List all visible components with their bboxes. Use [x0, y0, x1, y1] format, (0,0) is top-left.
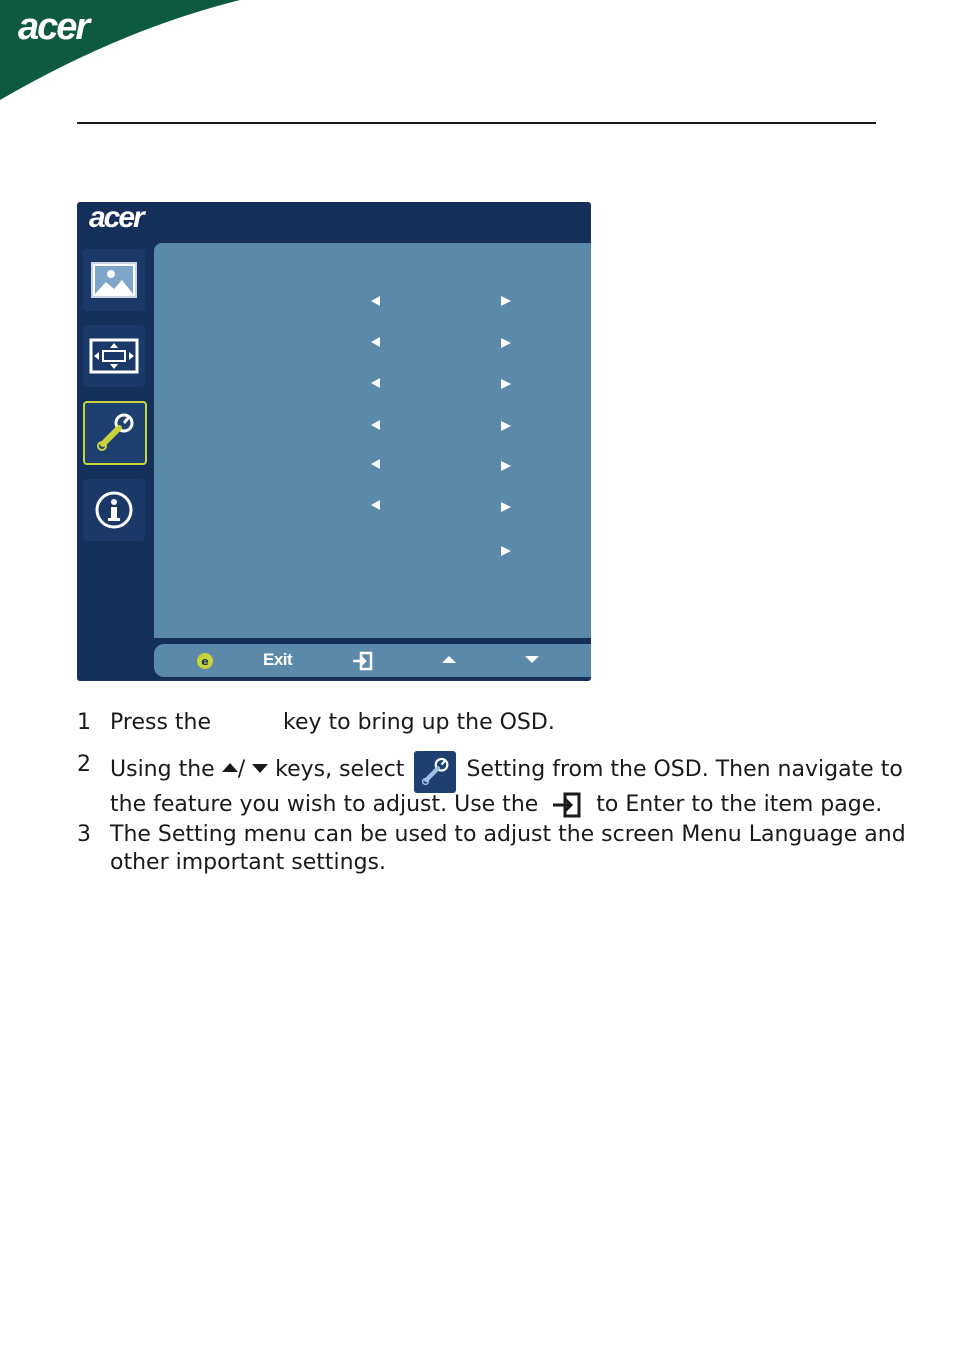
step-2-line-2 [110, 791, 882, 819]
right-arrow-icon[interactable] [501, 296, 511, 306]
left-arrow-icon[interactable] [371, 378, 380, 388]
right-arrow-icon[interactable] [501, 338, 511, 348]
osd-content-panel [154, 243, 591, 638]
step-1-text-b: key to bring up the OSD. [283, 710, 555, 735]
step-number: 1 [77, 710, 91, 735]
header-rule [77, 122, 876, 124]
picture-icon [90, 261, 138, 299]
left-arrow-icon[interactable] [371, 420, 380, 430]
setting-icon [414, 751, 456, 793]
step-3-line-1: The Setting menu can be used to adjust the screen Menu Language and [110, 822, 906, 847]
left-arrow-icon[interactable] [371, 459, 380, 469]
step-2-line-1 [110, 751, 903, 793]
step-2-text-a: Using the [110, 757, 215, 782]
step-number: 3 [77, 822, 91, 847]
position-icon [89, 337, 139, 375]
osd-menu [77, 202, 591, 681]
osd-position-item[interactable] [83, 325, 145, 387]
right-arrow-icon[interactable] [501, 421, 511, 431]
right-arrow-icon[interactable] [501, 546, 511, 556]
osd-picture-item[interactable] [83, 249, 145, 311]
step-number: 2 [77, 752, 91, 777]
step-2-text-b: keys, select [275, 757, 405, 782]
step-2-text-d: the feature you wish to adjust. Use the [110, 792, 539, 817]
up-icon[interactable] [442, 656, 456, 663]
step-2-text-e: to Enter to the item page. [596, 792, 883, 817]
osd-setting-item[interactable] [83, 401, 147, 465]
osd-information-item[interactable] [83, 479, 145, 541]
step-1-text-a: Press the [110, 710, 211, 735]
exit-label: Exit [263, 650, 293, 669]
down-icon[interactable] [525, 656, 539, 663]
right-arrow-icon[interactable] [501, 379, 511, 389]
right-arrow-icon[interactable] [501, 502, 511, 512]
enter-icon [551, 791, 583, 819]
left-arrow-icon[interactable] [371, 296, 380, 306]
step-2-separator: / [237, 757, 246, 782]
step-3-line-2: other important settings. [110, 850, 387, 875]
enter-icon[interactable] [351, 651, 373, 671]
down-arrow-icon [252, 764, 268, 773]
step-2-text-c: Setting from the OSD. Then navigate to [466, 757, 903, 782]
left-arrow-icon[interactable] [371, 500, 380, 510]
up-arrow-icon [222, 763, 238, 772]
exit-icon[interactable]: e [197, 653, 213, 669]
acer-logo: acer [18, 6, 89, 48]
osd-bottom-bar [154, 644, 591, 677]
setting-icon [93, 411, 137, 455]
osd-acer-logo: acer [89, 202, 143, 234]
information-icon [94, 490, 134, 530]
right-arrow-icon[interactable] [501, 461, 511, 471]
left-arrow-icon[interactable] [371, 337, 380, 347]
